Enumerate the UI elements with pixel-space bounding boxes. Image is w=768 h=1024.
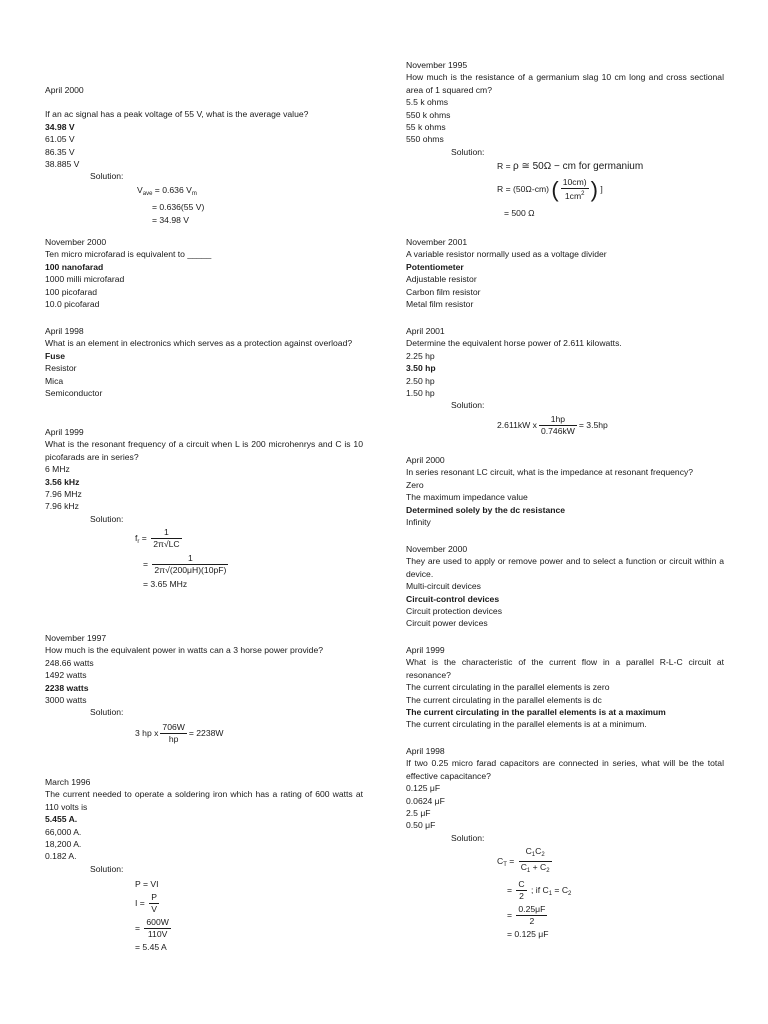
solution-label: Solution:: [90, 171, 124, 182]
choice: 3000 watts: [45, 695, 87, 706]
choice: Metal film resistor: [406, 299, 474, 310]
question-text: How much is the equivalent power in watts can a 3 horse power provide?: [45, 645, 324, 656]
solution-label: Solution:: [451, 832, 485, 843]
question-block: [45, 325, 363, 399]
exam-date: April 1998: [45, 326, 84, 336]
question-block: [45, 632, 363, 719]
choice: Circuit power devices: [406, 618, 488, 629]
question-text: They are used to apply or remove power and to select a function or circuit within a device.: [406, 556, 724, 579]
solution-work: $V_{ave} = 0.636$ $V_m$ = 0.636(55 V) = 34.98 V: [137, 185, 205, 225]
exam-date: April 2000: [406, 455, 445, 465]
exam-date: April 1999: [406, 645, 445, 655]
exam-date: April 2001: [406, 326, 445, 336]
choice: 66,000 A.: [45, 826, 82, 837]
choice: 10.0 picofarad: [45, 299, 100, 310]
choice: 100 picofarad: [45, 286, 98, 297]
choice: 2.25 hp: [406, 350, 435, 361]
choice: Infinity: [406, 517, 431, 528]
choice: 550 ohms: [406, 134, 444, 145]
exam-date: November 2001: [406, 237, 468, 247]
choice: Carbon film resistor: [406, 286, 481, 297]
choice: Circuit protection devices: [406, 606, 503, 617]
choice: 1492 watts: [45, 670, 87, 681]
choice: 248.66 watts: [45, 657, 94, 668]
choice: 2.50 hp: [406, 375, 435, 386]
choice: 38.885 V: [45, 159, 80, 170]
exam-date: April 2000: [45, 85, 84, 95]
choice: Zero: [406, 479, 424, 490]
choice: 1.50 hp: [406, 388, 435, 399]
question-block: [406, 59, 724, 158]
choice: The current circulating in the parallel elements is at a minimum.: [406, 719, 647, 730]
exam-date: November 1995: [406, 60, 468, 70]
exam-date: April 1999: [45, 427, 84, 437]
question-block: [45, 776, 363, 875]
choice: 6 MHz: [45, 464, 70, 475]
solution-work: $C_T$ = $\frac{C_1C_2}{C_1 + C_2}$ = $\frac{C}{2}$ ; if $C_1 = C_2$ = $\frac{0.25\mu F}{2}$ = 0.125 μF: [497, 846, 572, 939]
choice: 0.50 μF: [406, 820, 436, 831]
exam-date: November 2000: [406, 544, 468, 554]
choice: 7.96 kHz: [45, 501, 79, 512]
choice-correct: 5.455 A.: [45, 814, 78, 825]
exam-date: April 1998: [406, 746, 445, 756]
exam-date: November 1997: [45, 633, 107, 643]
question-block: [406, 543, 724, 630]
question-text: Determine the equivalent horse power of 2.611 kilowatts.: [406, 338, 622, 349]
question-block: [406, 236, 724, 310]
choice: Semiconductor: [45, 388, 103, 399]
choice-correct: 2238 watts: [45, 682, 89, 693]
question-block: [406, 644, 724, 731]
question-text: A variable resistor normally used as a voltage divider: [406, 249, 607, 260]
choice-correct: Potentiometer: [406, 261, 464, 272]
choice-correct: 3.56 kHz: [45, 476, 80, 487]
choice: 0.125 μF: [406, 783, 441, 794]
choice: The current circulating in the parallel elements is dc: [406, 694, 602, 705]
choice: 7.96 MHz: [45, 489, 82, 500]
question-block: [406, 325, 724, 412]
solution-label: Solution:: [90, 707, 124, 718]
solution-label: Solution:: [451, 400, 485, 411]
solution-label: Solution:: [90, 513, 124, 524]
choice: Adjustable resistor: [406, 274, 477, 285]
solution-work: $f_r$ = $\frac{1}{2\pi√LC}$ = $\frac{1}{2\pi√(200\mu H)(10pF)}$ = 3.65 MHz: [135, 527, 227, 589]
choice-correct: Determined solely by the dc resistance: [406, 504, 566, 515]
solution-label: Solution:: [90, 863, 124, 874]
solution-work: 3 hp x $\frac{706W}{hp}$ = 2238W: [135, 722, 224, 744]
choice: 86.35 V: [45, 146, 75, 157]
choice: 61.05 V: [45, 134, 75, 145]
question-text: Ten micro microfarad is equivalent to _____: [45, 249, 212, 260]
choice-correct: Fuse: [45, 350, 66, 361]
choice: 18,200 A.: [45, 839, 82, 850]
choice: 2.5 μF: [406, 808, 431, 819]
solution-work: 2.611kW x $\frac{1hp}{0.746kW}$ = 3.5hp: [497, 414, 608, 436]
question-block: [406, 454, 724, 528]
choice-correct: 3.50 hp: [406, 363, 436, 374]
question-text: How much is the resistance of a germanium slag 10 cm long and cross sectional area of 1 squared cm?: [406, 72, 724, 95]
choice-correct: Circuit-control devices: [406, 593, 500, 604]
choice-correct: 100 nanofarad: [45, 261, 104, 272]
question-block: [45, 426, 363, 525]
question-block: [45, 84, 363, 183]
choice: 0.0624 μF: [406, 795, 445, 806]
choice: Multi-circuit devices: [406, 581, 481, 592]
question-text: If two 0.25 micro farad capacitors are connected in series, what will be the total effective capacitance?: [406, 758, 724, 781]
question-text: What is the characteristic of the current flow in a parallel R-L-C circuit at resonance?: [406, 657, 724, 680]
choice: 5.5 k ohms: [406, 97, 449, 108]
exam-date: November 2000: [45, 237, 107, 247]
question-text: What is an element in electronics which serves as a protection against overload?: [45, 338, 353, 349]
question-text: If an ac signal has a peak voltage of 55 V, what is the average value?: [45, 109, 309, 120]
exam-date: March 1996: [45, 777, 91, 787]
choice: Resistor: [45, 363, 77, 374]
choice-correct: 34.98 V: [45, 121, 75, 132]
question-block: [406, 745, 724, 844]
choice: The current circulating in the parallel elements is zero: [406, 682, 610, 693]
choice: 550 k ohms: [406, 109, 451, 120]
choice: 1000 milli microfarad: [45, 274, 125, 285]
choice: Mica: [45, 375, 64, 386]
choice-correct: The current circulating in the parallel elements is at a maximum: [406, 707, 666, 718]
solution-work: R = ρ ≅ 50Ω − cm for germanium R = (50Ω-cm) ( $\frac{10cm)}{1cm^2}$ ) ] = 500 Ω: [497, 161, 644, 218]
choice: 55 k ohms: [406, 122, 446, 133]
question-text: What is the resonant frequency of a circuit when L is 200 microhenrys and C is 10 picofarads are in series?: [45, 439, 363, 462]
choice: The maximum impedance value: [406, 492, 528, 503]
choice: 0.182 A.: [45, 851, 77, 862]
solution-work: P = VI I = $\frac{P}{V}$ = $\frac{600W}{110V}$ = 5.45 A: [135, 879, 169, 952]
question-text: In series resonant LC circuit, what is the impedance at resonant frequency?: [406, 467, 694, 478]
question-text: The current needed to operate a soldering iron which has a rating of 600 watts at 110 volts is: [45, 789, 363, 812]
question-block: [45, 236, 363, 310]
solution-label: Solution:: [451, 146, 485, 157]
